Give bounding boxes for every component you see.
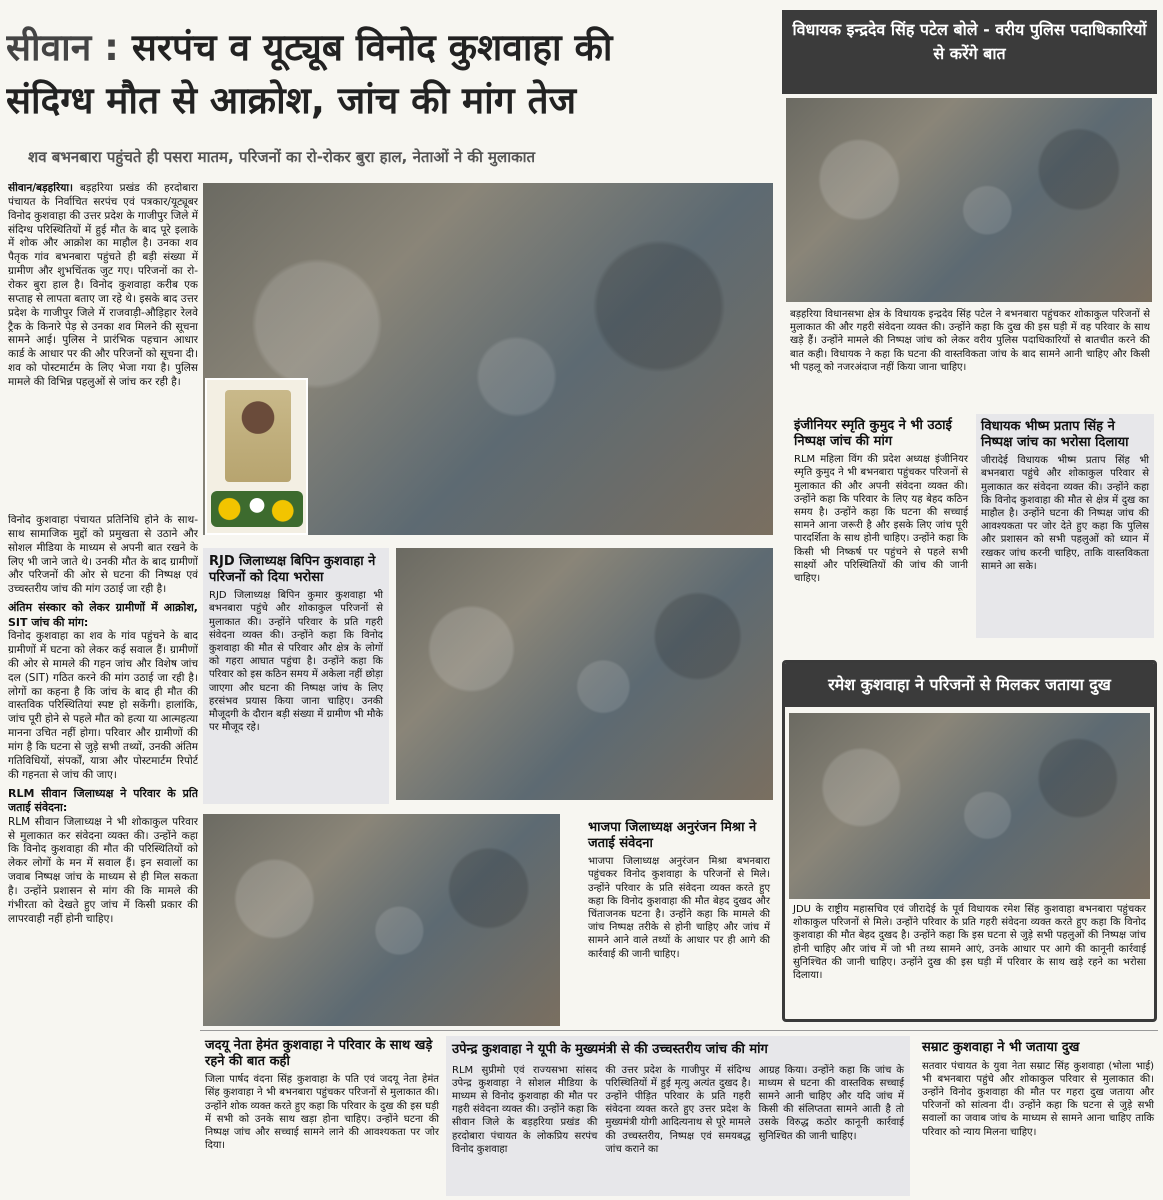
samrat-box xyxy=(918,1036,1158,1196)
left-para-3: विनोद कुशवाहा का शव के गांव पहुंचने के बाद ग्रामीणों में घटना को लेकर कई सवाल हैं। ग्रामीणों की ओर से मामले की गहन जांच और विशेष जांच दल (SIT) गठित करने की मांग उठाई जा रही है। लोगों का कहना है कि जांच के बाद ही मौत की वास्तविक परिस्थितियां स्पष्ट हो सकेंगी। हालांकि, जांच पूरी होने से पहले मौत को हत्या या आत्महत्या मानना उचित नहीं होगा। परिवार और ग्रामीणों की मांग है कि घटना से जुड़े सभी तथ्यों, उनकी अंतिम गतिविधियों, संपर्कों, यात्रा और पोस्टमार्टम रिपोर्ट की गहनता से जांच की जाए। xyxy=(8,630,198,781)
left-subhead-rlm: RLM सीवान जिलाध्यक्ष ने परिवार के प्रति जताई संवेदना: xyxy=(8,786,198,815)
upendra-title: उपेन्द्र कुशवाहा ने यूपी के मुख्यमंत्री से की उच्चस्तरीय जांच की मांग xyxy=(452,1042,768,1057)
subheadline: शव बभनबारा पहुंचते ही पसरा मातम, परिजनों का रो-रोकर बुरा हाल, नेताओं ने की मुलाकात xyxy=(28,148,536,166)
left-para-4: RLM सीवान जिलाध्यक्ष ने भी शोकाकुल परिवार से मुलाकात कर संवेदना व्यक्त की। उन्होंने कहा कि विनोद कुशवाहा की मौत की परिस्थितियों को लेकर लोगों के मन में सवाल हैं। इन सवालों का जवाब निष्पक्ष जांच के माध्यम से ही मिल सकता है। उन्होंने प्रशासन से मांग की कि मामले की गंभीरता को देखते हुए जांच में किसी प्रकार की लापरवाही नहीं होनी चाहिए। xyxy=(8,815,198,925)
headline-line2: संदिग्ध मौत से आक्रोश, जांच की मांग तेज xyxy=(6,79,577,122)
upendra-columns xyxy=(452,1064,904,1156)
bottom-divider xyxy=(200,1030,1158,1031)
bhishm-title: विधायक भीष्म प्रताप सिंह ने निष्पक्ष जांच का भरोसा दिलाया xyxy=(981,419,1129,450)
upendra-col-3: आग्रह किया। उन्होंने कहा कि जांच के माध्यम से घटना की वास्तविक सच्चाई सामने आनी चाहिए और यदि जांच में किसी की संलिप्तता सामने आती है तो उसके विरुद्ध कठोर कानूनी कार्रवाई सुनिश्चित की जानी चाहिए। xyxy=(758,1064,904,1142)
bhishm-box xyxy=(976,414,1154,638)
ramesh-box xyxy=(782,660,1157,1022)
smriti-body: RLM महिला विंग की प्रदेश अध्यक्ष इंजीनियर स्मृति कुमुद ने भी बभनबारा पहुंचकर परिजनों से मुलाकात की और अपनी संवेदना व्यक्त की। उन्होंने कहा कि परिवार के लिए यह बेहद कठिन समय है। उन्होंने कहा कि घटना की सच्चाई सामने आना जरूरी है और इसके लिए जांच पूरी पारदर्शिता के साथ होनी चाहिए। उन्होंने कहा कि किसी भी निष्कर्ष पर पहुंचने से पहले सभी साक्ष्यों और परिस्थितियों की जांच की जानी चाहिए। xyxy=(794,454,968,584)
dateline: सीवान/बड़हरिया। xyxy=(8,182,74,194)
bjp-photo xyxy=(203,814,560,1026)
upendra-col-1: RLM सुप्रीमो एवं राज्यसभा सांसद उपेन्द्र कुशवाहा ने सोशल मीडिया के माध्यम से विनोद कुशवाहा की मौत पर गहरी संवेदना व्यक्त की। उन्होंने कहा कि सीवान जिले के बड़हरिया प्रखंड की हरदोबारा पंचायत के लोकप्रिय सरपंच विनोद कुशवाहा xyxy=(452,1064,598,1155)
rjd-photo xyxy=(396,548,773,800)
mla-patel-title: विधायक इन्द्रदेव सिंह पटेल बोले - वरीय पुलिस पदाधिकारियों से करेंगे बात xyxy=(792,20,1147,63)
upendra-box xyxy=(446,1036,910,1196)
left-para-2: विनोद कुशवाहा पंचायत प्रतिनिधि होने के साथ-साथ सामाजिक मुद्दों को प्रमुखता से उठाने और सोशल मीडिया के माध्यम से अपनी बात रखने के लिए भी जाने जाते थे। उनकी मौत के बाद ग्रामीणों और परिजनों की ओर से घटना की निष्पक्ष एवं उच्चस्तरीय जांच की मांग उठाई जा रही है। xyxy=(8,514,198,596)
portrait-inset xyxy=(205,378,308,535)
left-subhead-sit: अंतिम संस्कार को लेकर ग्रामीणों में आक्रोश, SIT जांच की मांग: xyxy=(8,601,198,629)
rjd-body: RJD जिलाध्यक्ष बिपिन कुमार कुशवाहा भी बभनबारा पहुंचे और शोकाकुल परिजनों से मुलाकात की। उन्होंने परिवार के प्रति गहरी संवेदना व्यक्त की। उन्होंने कहा कि विनोद कुशवाहा की मौत से परिवार और क्षेत्र के लोगों को गहरा आघात पहुंचा है। उन्होंने कहा कि परिवार को इस कठिन समय में अकेला नहीं छोड़ा जाएगा और घटना की निष्पक्ष जांच के लिए हरसंभव प्रयास किया जाना चाहिए। उनकी मौजूदगी के दौरान बड़ी संख्या में ग्रामीण भी मौके पर मौजूद रहे। xyxy=(209,590,383,734)
mla-patel-caption: बड़हरिया विधानसभा क्षेत्र के विधायक इन्द्रदेव सिंह पटेल ने बभनबारा पहुंचकर शोकाकुल परिजनों से मुलाकात की और गहरी संवेदना व्यक्त की। उन्होंने कहा कि दुख की इस घड़ी में वह परिवार के साथ खड़े हैं। उन्होंने मामले की निष्पक्ष जांच को लेकर वरीय पुलिस पदाधिकारियों से बातचीत करने की बात कही। विधायक ने कहा कि घटना की वास्तविकता जांच के बाद सामने आनी चाहिए और किसी भी पहलू को नजरअंदाज नहीं किया जाना चाहिए। xyxy=(790,309,1150,373)
bhishm-body: जीरादेई विधायक भीष्म प्रताप सिंह भी बभनबारा पहुंचे और शोकाकुल परिवार से मुलाकात कर संवेदना व्यक्त की। उन्होंने कहा कि विनोद कुशवाहा की मौत से क्षेत्र में दुख का माहौल है। उन्होंने घटना की निष्पक्ष जांच की आवश्यकता पर जोर देते हुए कहा कि पुलिस और प्रशासन को सभी पहलुओं को ध्यान में रखकर जांच करनी चाहिए, ताकि वास्तविकता सामने आ सके। xyxy=(981,455,1149,572)
rjd-box xyxy=(203,548,389,804)
smriti-title: इंजीनियर स्मृति कुमुद ने भी उठाई निष्पक्ष जांच की मांग xyxy=(794,418,952,449)
bjp-title: भाजपा जिलाध्यक्ष अनुरंजन मिश्रा ने जताई संवेदना xyxy=(588,820,757,851)
ramesh-title: रमेश कुशवाहा ने परिजनों से मिलकर जताया दुख xyxy=(828,675,1111,694)
hemant-title: जदयू नेता हेमंत कुशवाहा ने परिवार के साथ खड़े रहने की बात कही xyxy=(205,1038,433,1069)
headline-line1: सरपंच व यूट्यूब विनोद कुशवाहा की xyxy=(131,26,613,69)
hemant-box xyxy=(203,1036,441,1196)
left-column-top xyxy=(8,182,198,500)
upendra-col-2: की उत्तर प्रदेश के गाजीपुर में संदिग्ध परिस्थितियों में हुई मृत्यु अत्यंत दुखद है। उन्होंने पीड़ित परिवार के प्रति गहरी संवेदना व्यक्त करते हुए उत्तर प्रदेश के मुख्यमंत्री योगी आदित्यनाथ से पूरे मामले की उच्चस्तरीय, निष्पक्ष एवं समयबद्ध जांच कराने का xyxy=(605,1064,751,1155)
flowers-icon xyxy=(211,491,303,527)
mla-patel-header xyxy=(782,10,1157,94)
bjp-body: भाजपा जिलाध्यक्ष अनुरंजन मिश्रा बभनबारा पहुंचकर विनोद कुशवाहा के परिजनों से मिले। उन्होंने परिवार के प्रति संवेदना व्यक्त करते हुए कहा कि विनोद कुशवाहा की मौत बेहद दुखद और चिंताजनक घटना है। उन्होंने कहा कि मामले की जांच निष्पक्ष तरीके से होनी चाहिए और जांच में सामने आने वाले तथ्यों के आधार पर ही आगे की कार्रवाई की जानी चाहिए। xyxy=(588,856,770,960)
left-column-bottom xyxy=(8,514,198,1194)
headline-place: सीवान : xyxy=(6,26,119,69)
hemant-body: जिला पार्षद वंदना सिंह कुशवाहा के पति एवं जदयू नेता हेमंत सिंह कुशवाहा ने भी बभनबारा पहुंचकर परिजनों से मुलाकात की। उन्होंने शोक व्यक्त करते हुए कहा कि परिवार के दुख की इस घड़ी में सभी को उनके साथ खड़ा होना चाहिए। उन्होंने घटना की निष्पक्ष जांच और सच्चाई सामने लाने की आवश्यकता पर जोर दिया। xyxy=(205,1074,439,1152)
portrait-photo xyxy=(225,390,291,482)
bjp-box xyxy=(584,816,774,1026)
samrat-title: सम्राट कुशवाहा ने भी जताया दुख xyxy=(922,1040,1080,1055)
rjd-title: RJD जिलाध्यक्ष बिपिन कुशवाहा ने परिजनों को दिया भरोसा xyxy=(209,554,376,585)
samrat-body: सतवार पंचायत के युवा नेता सम्राट सिंह कुशवाहा (भोला भाई) भी बभनबारा पहुंचे और शोकाकुल परिवार से मुलाकात की। उन्होंने विनोद कुशवाहा की मौत पर गहरा दुख जताया और परिजनों को सांत्वना दी। उन्होंने कहा कि घटना से जुड़े सभी सवालों का जवाब जांच के माध्यम से सामने आना चाहिए ताकि परिवार को न्याय मिलना चाहिए। xyxy=(922,1060,1154,1138)
mla-patel-photo xyxy=(786,98,1152,302)
ramesh-photo xyxy=(789,713,1150,899)
smriti-box xyxy=(790,414,972,654)
headline xyxy=(6,22,776,134)
left-para-1: बड़हरिया प्रखंड की हरदोबारा पंचायत के निर्वाचित सरपंच एवं पत्रकार/यूट्यूबर विनोद कुशवाहा की उत्तर प्रदेश के गाजीपुर जिले में संदिग्ध परिस्थितियों में हुई मौत के बाद पूरे इलाके में शोक और आक्रोश का माहौल है। उनका शव पैतृक गांव बभनबारा पहुंचते ही बड़ी संख्या में ग्रामीण और शुभचिंतक जुट गए। परिजनों का रो-रोकर बुरा हाल है। विनोद कुशवाहा करीब एक सप्ताह से लापता बताए जा रहे थे। इसके बाद उत्तर प्रदेश के गाजीपुर जिले में राजवाड़ी-औड़िहार रेलवे ट्रैक के किनारे पेड़ से उनका शव मिलने की सूचना सामने आई। पुलिस ने प्रारंभिक पहचान आधार कार्ड के आधार पर की और परिजनों को सूचना दी। शव को पोस्टमार्टम के लिए भेजा गया है। पुलिस मामले की विभिन्न पहलुओं से जांच कर रही है। xyxy=(8,182,198,389)
ramesh-header xyxy=(785,663,1154,707)
ramesh-caption: JDU के राष्ट्रीय महासचिव एवं जीरादेई के पूर्व विधायक रमेश सिंह कुशवाहा बभनबारा पहुंचकर शोकाकुल परिजनों से मिले। उन्होंने परिवार के प्रति गहरी संवेदना व्यक्त करते हुए कहा कि विनोद कुशवाहा की मौत बेहद दुखद है। उन्होंने कहा कि इस घटना से जुड़े सभी पहलुओं की निष्पक्ष जांच होनी चाहिए और जांच में जो भी तथ्य सामने आएं, उनके आधार पर आगे की कानूनी कार्रवाई सुनिश्चित की जानी चाहिए। उन्होंने दुख की इस घड़ी में परिवार के साथ खड़े रहने का भरोसा दिलाया। xyxy=(793,904,1146,981)
